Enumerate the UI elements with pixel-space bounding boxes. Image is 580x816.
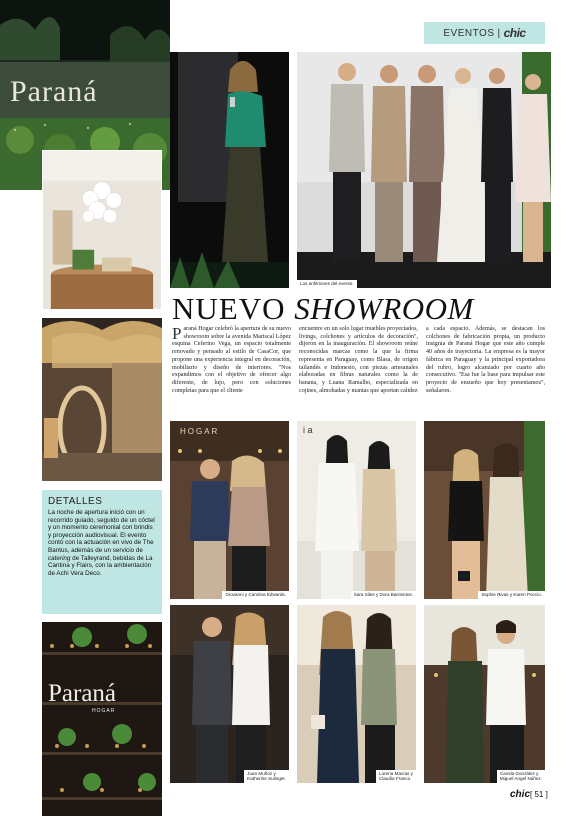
photo-woven-decor	[42, 318, 162, 481]
article-col1-text: araná Hogar celebró la apertura de su nuevo showroom sobre la avenida Mariscal López esquina Ceferino Vega, un espacio totalmente renovado y pensado al estilo de CasaCor, que propone una experiencia integral en decoración, mobiliario y diseño de interiores. "Nos expandimos con el objetivo de ofrecer algo diferente, de lujo, pero con soluciones completas para que el cliente	[172, 326, 291, 394]
section-label: EVENTOS	[443, 27, 495, 39]
drop-cap: P	[172, 324, 182, 343]
backdrop-letters-2: i a	[303, 425, 313, 435]
caption-pair-5-line-1: Lorena Macías y	[379, 770, 413, 776]
caption-pair-6-line-1: Camila González y	[499, 770, 539, 776]
photo-pair-4	[170, 605, 289, 783]
photo-pair-2	[297, 421, 416, 599]
backdrop-letters: HOGAR	[180, 427, 220, 436]
article-column-1	[172, 326, 291, 395]
article-column-2: encuentre en un solo lugar muebles proyectados, livings, colchones y artículos de decoración", dijeron en la inauguración. El showroom reúne reconocidas marcas como la que la firma representa en Paraguay, como Blasa, de origen tailandés e Indonesio, con piezas artesanales elaboradas en fibras naturales como la de banana, y Luana Ramalho, especializada en cojines, almohadas y mantas que aportan calidez	[299, 326, 418, 394]
headline	[172, 293, 552, 325]
photo-pair-5	[297, 605, 416, 783]
caption-pair-3: Sophie Rivas y Karen Poccio.	[478, 591, 545, 599]
photo-speaker	[170, 52, 289, 288]
photo-shelves	[42, 622, 162, 816]
caption-pair-1: Giovanni y Carolina Edwards.	[222, 591, 289, 599]
detalles-body-part-1: La noche de apertura inició con un recorrido guiado, seguido de un cóctel y un momento ceremonial con brindis y proyección audiovisual. El evento contó con la actuación en vivo de The Bantus, además de un servicio de	[48, 509, 155, 554]
detalles-body	[48, 509, 156, 577]
caption-pair-5	[376, 770, 416, 783]
caption-hosts: Los anfitriones del evento.	[297, 280, 357, 288]
caption-pair-6-line-2: Miguel Angel Núñez.	[499, 776, 542, 782]
photo-hosts	[297, 52, 551, 288]
article-body	[172, 326, 546, 395]
photo-pair-1	[170, 421, 289, 599]
headline-word-1: NUEVO	[172, 291, 286, 326]
page-number: [ 51 ]	[530, 790, 548, 799]
shelves-sign-text: Paraná	[48, 680, 117, 707]
detalles-box	[42, 490, 162, 614]
article-column-3: a cada espacio. Además, se destacan los colchones de fabricación propia, un producto insignia de Paraná Hogar que este año cumple 40 años de trayectoria. La empresa es la mayor fábrica en Paraguay y la principal exportadora del rubro, logro alcanzado por cuarto año consecutivo. "Esa fue la base para impulsar este proyecto de ensueño que hoy presentamos", señalaron.	[426, 326, 545, 394]
shelves-sign-subtext: HOGAR	[92, 708, 116, 714]
headline-word-2: SHOWROOM	[294, 291, 474, 326]
caption-pair-2: Sara Siles y Dora Barrientos.	[351, 591, 416, 599]
caption-pair-5-line-2: Claudia Franco.	[379, 776, 412, 782]
detalles-body-em: catering	[48, 554, 71, 562]
caption-pair-4-line-2: Katherine Sulinger.	[247, 776, 286, 782]
photo-shell-lamp	[42, 150, 162, 310]
caption-pair-4	[244, 770, 289, 783]
photo-pair-6	[424, 605, 545, 783]
caption-pair-4-line-1: Juan Muñoz y	[247, 770, 276, 776]
caption-pair-6	[497, 770, 545, 783]
detalles-title: DETALLES	[48, 496, 103, 507]
footer-brand-logo: chic	[510, 789, 531, 800]
photo-pair-3	[424, 421, 545, 599]
section-tag	[424, 22, 545, 44]
section-brand-logo: chic	[503, 26, 526, 40]
section-separator: |	[497, 27, 501, 39]
detalles-body-part-2: de Talleyrand, bebidas de La Cantina y Flairs, con la ambientación de Achi Vera Deco.	[48, 554, 153, 577]
sign-text-top: Paraná	[10, 75, 98, 108]
